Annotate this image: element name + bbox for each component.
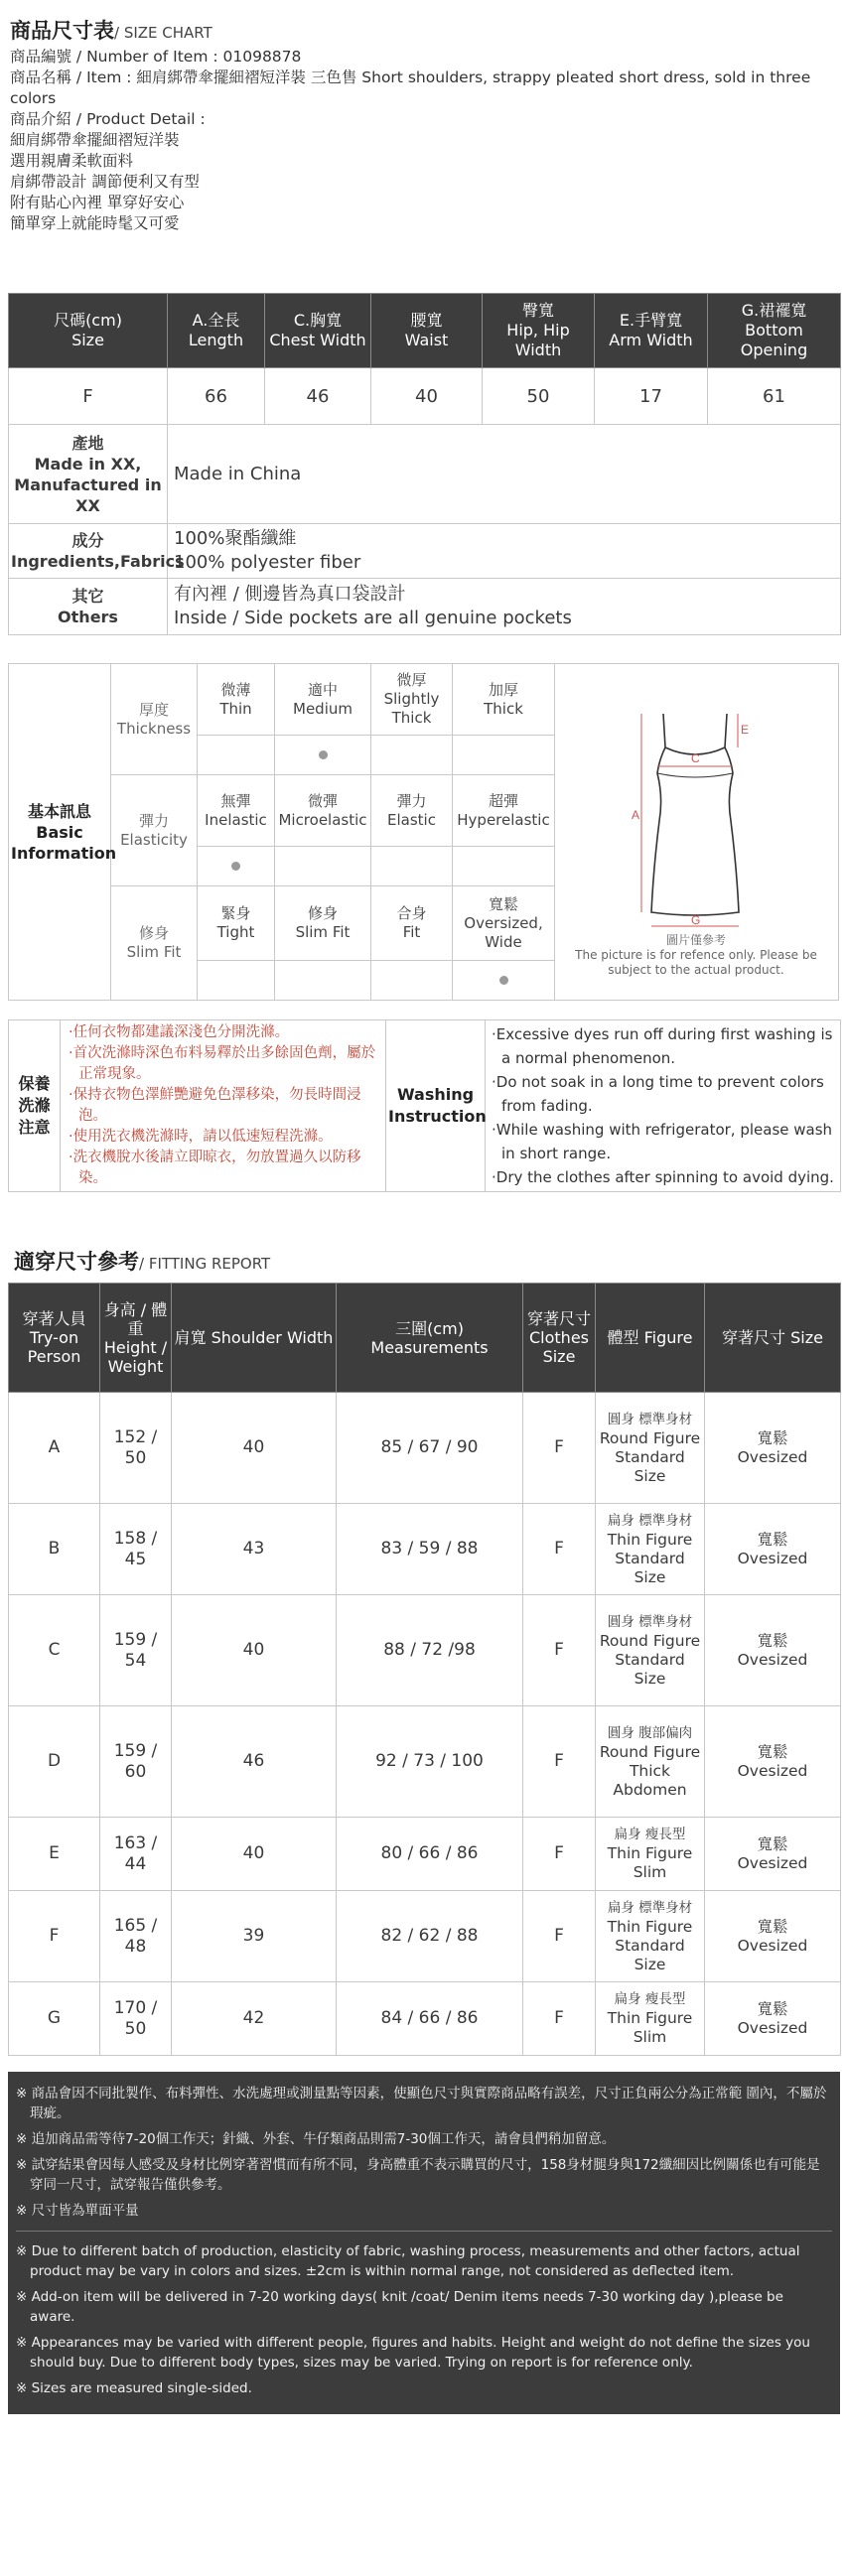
shoulder-cell: 40: [172, 1393, 337, 1504]
height-weight-cell: 163 / 44: [100, 1818, 172, 1891]
note-zh: ※ 商品會因不同批製作、布料彈性、水洗處理或測量點等因素，使顯色尺寸與實際商品略有誤差，尺寸正負兩公分為正常範 圍內，不屬於瑕疵。: [16, 2086, 827, 2121]
origin-label: 產地 Made in XX, Manufactured in XX: [9, 425, 168, 524]
basic-info-label: 基本訊息 Basic Information: [9, 664, 111, 1001]
fitting-row: [9, 1982, 841, 2056]
elasticity-label: 彈力 Elasticity: [111, 775, 198, 886]
measurements-cell: 92 / 73 / 100: [337, 1706, 523, 1818]
fitting-header-row: [9, 1284, 841, 1393]
size-row: [9, 368, 841, 425]
figure-cell: 圓身 標準身材 Round Figure Standard Size: [596, 1393, 705, 1504]
height-weight-cell: 165 / 48: [100, 1891, 172, 1982]
fabric-value: 100%聚酯纖維 100% polyester fiber: [168, 524, 841, 579]
size-header-row: [9, 294, 841, 368]
item-number: 商品編號 / Number of Item : 01098878: [10, 48, 302, 66]
fitting-row: [9, 1706, 841, 1818]
detail-line: 肩綁帶設計 調節便利又有型: [10, 173, 200, 191]
note-en: ※ Appearances may be varied with different people, figures and habits. Height and weight do not define the sizes you should buy. Due to different body types, sizes may be varied. Trying on report is for reference only.: [16, 2335, 810, 2371]
note-en: ※ Add-on item will be delivered in 7-20 working days( knit /coat/ Denim items needs 7-30 working day ),please be aware.: [16, 2289, 783, 2325]
title-zh: 商品尺寸表: [10, 19, 114, 43]
header-bottom: G.裙襬寬 Bottom Opening: [708, 294, 841, 368]
detail-line: 附有貼心內裡 單穿好安心: [10, 194, 185, 211]
clothes-size-cell: F: [523, 1393, 596, 1504]
header-size: 穿著尺寸 Size: [705, 1284, 841, 1393]
shoulder-cell: 40: [172, 1818, 337, 1891]
washing-zh-list: ·任何衣物都建議深淺色分開洗滌。 ·首次洗滌時深色布料易釋於出多餘固色劑，屬於正常現象。 ·保持衣物色澤鮮艷避免色澤移染，勿長時間浸泡。 ·使用洗衣機洗滌時，請以低速短程洗滌。 ·洗衣機脫水後請立即晾衣，勿放置過久以防移染。: [61, 1020, 386, 1192]
note-zh: ※ 試穿結果會因每人感受及身材比例穿著習慣而有所不同，身高體重不表示購買的尺寸，158身材腿身與172纖細因比例關係也有可能是穿同一尺寸，試穿報告僅供參考。: [16, 2157, 820, 2193]
fitting-title: [14, 1246, 270, 1276]
wear-size-cell: 寬鬆 Ovesized: [705, 1393, 841, 1504]
shoulder-cell: 42: [172, 1982, 337, 2056]
measurements-cell: 82 / 62 / 88: [337, 1891, 523, 1982]
header-figure: 體型 Figure: [596, 1284, 705, 1393]
note-zh: ※ 尺寸皆為單面平量: [16, 2203, 139, 2219]
fitting-title-en: / FITTING REPORT: [139, 1255, 271, 1273]
person-cell: E: [9, 1818, 100, 1891]
header-shoulder: 肩寬 Shoulder Width: [172, 1284, 337, 1393]
washing-table: [8, 1019, 841, 1192]
dress-outline: [651, 714, 739, 915]
washing-label-zh: 保養洗滌注意: [9, 1020, 61, 1192]
figure-cell: 扁身 標準身材 Thin Figure Standard Size: [596, 1891, 705, 1982]
origin-value: Made in China: [168, 425, 841, 524]
person-cell: D: [9, 1706, 100, 1818]
fit-label: 修身 Slim Fit: [111, 886, 198, 1001]
cell-hip: 50: [483, 368, 595, 425]
washing-label-en: Washing Instruction: [386, 1020, 486, 1192]
height-weight-cell: 159 / 60: [100, 1706, 172, 1818]
cell-arm: 17: [595, 368, 708, 425]
fitting-row: [9, 1393, 841, 1504]
header-hip: 臀寬 Hip, Hip Width: [483, 294, 595, 368]
fitting-table: [8, 1283, 841, 2056]
person-cell: F: [9, 1891, 100, 1982]
header-clothes-size: 穿著尺寸 Clothes Size: [523, 1284, 596, 1393]
header-size: 尺碼(cm) Size: [9, 294, 168, 368]
wear-size-cell: 寬鬆 Ovesized: [705, 1706, 841, 1818]
others-row: [9, 579, 841, 635]
person-cell: G: [9, 1982, 100, 2056]
figure-cell: 扁身 瘦長型 Thin Figure Slim: [596, 1818, 705, 1891]
wear-size-cell: 寬鬆 Ovesized: [705, 1595, 841, 1706]
detail-line: 選用親膚柔軟面料: [10, 152, 134, 170]
thickness-option: 微薄 Thin: [198, 664, 275, 736]
wear-size-cell: 寬鬆 Ovesized: [705, 1818, 841, 1891]
thickness-option: 適中 Medium: [275, 664, 371, 736]
note-zh: ※ 追加商品需等待7-20個工作天；針織、外套、牛仔類商品則需7-30個工作天，請會員們稍加留意。: [16, 2131, 616, 2147]
shoulder-cell: 46: [172, 1706, 337, 1818]
notes-divider: [16, 2231, 832, 2232]
clothes-size-cell: F: [523, 1706, 596, 1818]
others-label: 其它 Others: [9, 579, 168, 635]
header-height-weight: 身高 / 體重 Height / Weight: [100, 1284, 172, 1393]
note-en: ※ Due to different batch of production, elasticity of fabric, washing process, measurements and other factors, actual product may be vary in colors and sizes. ±2cm is within normal range, not considered as deflected item.: [16, 2243, 800, 2279]
figure-cell: 圓身 標準身材 Round Figure Standard Size: [596, 1595, 705, 1706]
diagram-caption: 圖片僅參考 The picture is for refence only. Please be subject to the actual product.: [575, 933, 817, 977]
elasticity-option: 超彈 Hyperelastic: [453, 775, 555, 847]
dress-diagram: [596, 700, 794, 933]
diagram-label-e: E: [741, 723, 750, 737]
notes-panel: [8, 2072, 840, 2414]
shoulder-cell: 39: [172, 1891, 337, 1982]
elasticity-option: 微彈 Microelastic: [275, 775, 371, 847]
figure-cell: 扁身 瘦長型 Thin Figure Slim: [596, 1982, 705, 2056]
fitting-row: [9, 1595, 841, 1706]
fitting-title-zh: 適穿尺寸參考: [14, 1250, 139, 1274]
header-chest: C.胸寬 Chest Width: [265, 294, 371, 368]
title-en: / SIZE CHART: [114, 24, 212, 42]
item-name: 商品名稱 / Item : 細肩綁帶傘擺細褶短洋裝 三色售 Short shoulders, strappy pleated short dress, sold in three colors: [10, 68, 811, 107]
elasticity-option: 無彈 Inelastic: [198, 775, 275, 847]
height-weight-cell: 159 / 54: [100, 1595, 172, 1706]
fitting-row: [9, 1891, 841, 1982]
header-person: 穿著人員 Try-on Person: [9, 1284, 100, 1393]
dress-waistline: [657, 773, 733, 777]
origin-row: [9, 425, 841, 524]
height-weight-cell: 158 / 45: [100, 1504, 172, 1595]
measurements-cell: 85 / 67 / 90: [337, 1393, 523, 1504]
fitting-row: [9, 1818, 841, 1891]
measurements-cell: 83 / 59 / 88: [337, 1504, 523, 1595]
selected-dot: [319, 750, 328, 759]
measurements-cell: 80 / 66 / 86: [337, 1818, 523, 1891]
cell-size: F: [9, 368, 168, 425]
thickness-option: 微厚 Slightly Thick: [371, 664, 453, 736]
shoulder-cell: 40: [172, 1595, 337, 1706]
person-cell: B: [9, 1504, 100, 1595]
product-info: [10, 47, 834, 234]
thickness-label: 厚度 Thickness: [111, 664, 198, 775]
measurements-cell: 84 / 66 / 86: [337, 1982, 523, 2056]
note-en: ※ Sizes are measured single-sided.: [16, 2380, 252, 2396]
size-table: [8, 293, 841, 635]
wear-size-cell: 寬鬆 Ovesized: [705, 1982, 841, 2056]
person-cell: A: [9, 1393, 100, 1504]
fit-option: 緊身 Tight: [198, 886, 275, 961]
header-waist: 腰寬 Waist: [371, 294, 483, 368]
height-weight-cell: 170 / 50: [100, 1982, 172, 2056]
fabric-label: 成分 Ingredients,Fabrics: [9, 524, 168, 579]
basic-info-table: [8, 663, 555, 1001]
detail-line: 簡單穿上就能時髦又可愛: [10, 214, 180, 232]
measurements-cell: 88 / 72 /98: [337, 1595, 523, 1706]
elasticity-option: 彈力 Elastic: [371, 775, 453, 847]
clothes-size-cell: F: [523, 1982, 596, 2056]
product-detail-label: 商品介紹 / Product Detail :: [10, 110, 206, 128]
clothes-size-cell: F: [523, 1818, 596, 1891]
clothes-size-cell: F: [523, 1891, 596, 1982]
clothes-size-cell: F: [523, 1504, 596, 1595]
figure-cell: 扁身 標準身材 Thin Figure Standard Size: [596, 1504, 705, 1595]
fabric-row: [9, 524, 841, 579]
washing-en-list: ·Excessive dyes run off during first washing is a normal phenomenon. ·Do not soak in a long time to prevent colors from fading. ·While washing with refrigerator, please wash in short range. ·Dry the clothes after spinning to avoid dying.: [486, 1020, 841, 1192]
fit-option: 合身 Fit: [371, 886, 453, 961]
detail-line: 細肩綁帶傘擺細褶短洋裝: [10, 131, 180, 149]
height-weight-cell: 152 / 50: [100, 1393, 172, 1504]
cell-length: 66: [168, 368, 265, 425]
cell-chest: 46: [265, 368, 371, 425]
wear-size-cell: 寬鬆 Ovesized: [705, 1891, 841, 1982]
diagram-label-a: A: [632, 808, 640, 822]
header-arm: E.手臂寬 Arm Width: [595, 294, 708, 368]
wear-size-cell: 寬鬆 Ovesized: [705, 1504, 841, 1595]
cell-waist: 40: [371, 368, 483, 425]
fit-option: 寬鬆 Oversized, Wide: [453, 886, 555, 961]
person-cell: C: [9, 1595, 100, 1706]
shoulder-cell: 43: [172, 1504, 337, 1595]
size-chart-title: [10, 15, 212, 45]
selected-dot: [499, 976, 508, 985]
header-measurements: 三圍(cm) Measurements: [337, 1284, 523, 1393]
clothes-size-cell: F: [523, 1595, 596, 1706]
diagram-label-c: C: [691, 751, 700, 765]
header-length: A.全長 Length: [168, 294, 265, 368]
figure-cell: 圓身 腹部偏肉 Round Figure Thick Abdomen: [596, 1706, 705, 1818]
fit-option: 修身 Slim Fit: [275, 886, 371, 961]
fitting-row: [9, 1504, 841, 1595]
others-value: 有內裡 / 側邊皆為真口袋設計 Inside / Side pockets are all genuine pockets: [168, 579, 841, 635]
diagram-label-g: G: [691, 913, 701, 927]
selected-dot: [231, 862, 240, 871]
cell-bottom: 61: [708, 368, 841, 425]
thickness-option: 加厚 Thick: [453, 664, 555, 736]
